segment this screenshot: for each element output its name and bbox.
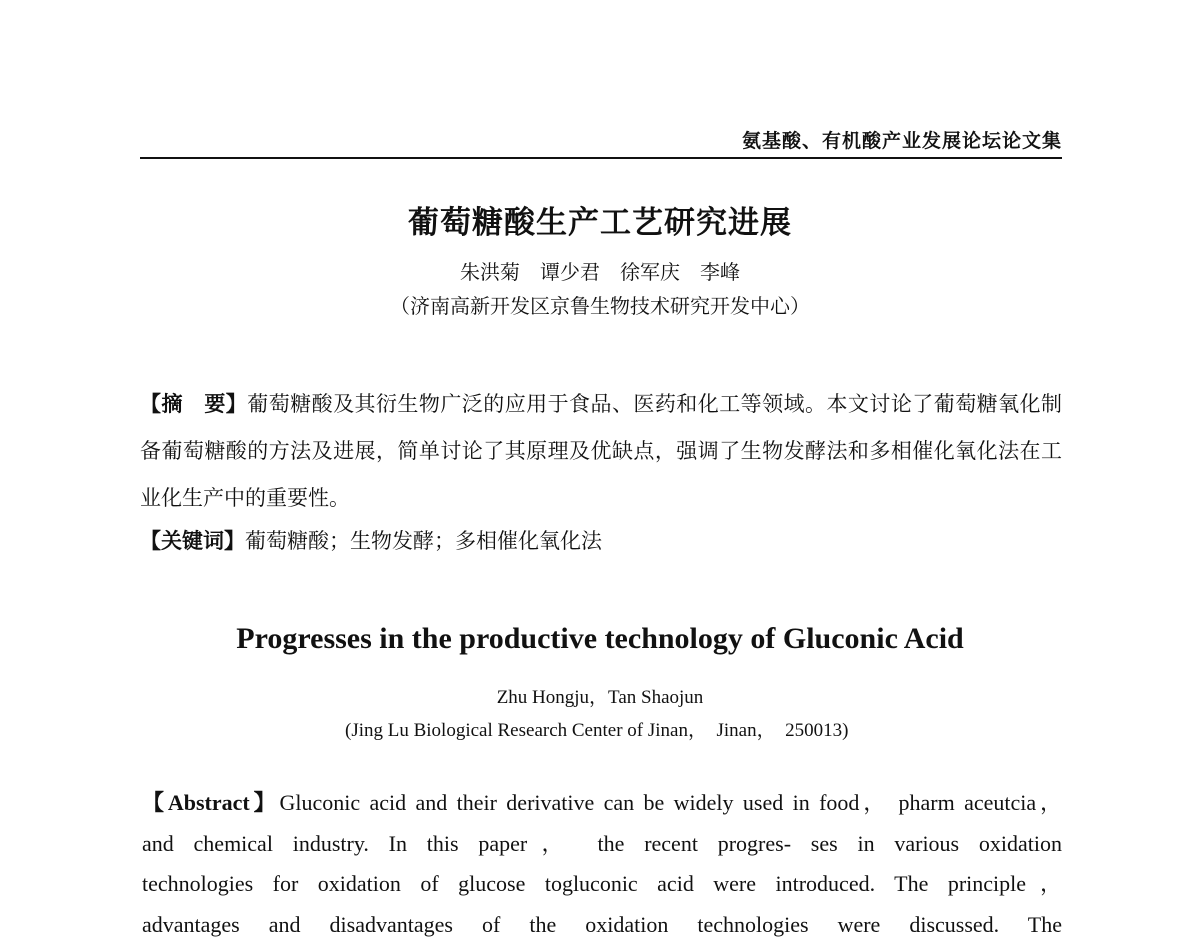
english-abstract-text-line-4: advantages and disadvantages of the oxidation technologies were discussed. The: [142, 905, 1062, 945]
chinese-keywords-label: 【关键词】: [140, 528, 245, 553]
chinese-abstract-label: 【摘 要】: [140, 391, 247, 416]
english-title: Progresses in the productive technology of Gluconic Acid: [0, 622, 1200, 656]
chinese-keywords-text: 葡萄糖酸；生物发酵；多相催化氧化法: [245, 529, 602, 553]
chinese-keywords: [140, 521, 1062, 561]
english-abstract: [142, 783, 1062, 945]
english-affiliation: (Jing Lu Biological Research Center of Jinan， Jinan， 250013): [345, 715, 848, 742]
english-abstract-text-line-3: technologies for oxidation of glucose togluconic acid were introduced. The principle，: [142, 864, 1062, 905]
header-rule: [140, 157, 1062, 159]
chinese-authors: 朱洪菊 谭少君 徐军庆 李峰: [0, 256, 1200, 285]
chinese-abstract-text: 葡萄糖酸及其衍生物广泛的应用于食品、医药和化工等领域。本文讨论了葡萄糖氧化制备葡萄糖酸的方法及进展，简单讨论了其原理及优缺点，强调了生物发酵法和多相催化氧化法在工业化生产中的重要性。: [140, 392, 1062, 510]
chinese-title: 葡萄糖酸生产工艺研究进展: [0, 197, 1200, 242]
english-abstract-text-line-1: Gluconic acid and their derivative can be widely used in food， pharm aceutcia，: [279, 790, 1062, 815]
english-abstract-text-line-2: and chemical industry. In this paper， the recent progres- ses in various oxidation: [142, 824, 1062, 865]
chinese-abstract: [140, 380, 1062, 522]
running-header: 氨基酸、有机酸产业发展论坛论文集: [140, 126, 1062, 153]
english-abstract-label: 【Abstract】: [142, 790, 279, 815]
english-abstract-line: [142, 783, 1062, 824]
english-authors: Zhu Hongju，Tan Shaojun: [0, 682, 1200, 709]
chinese-affiliation: （济南高新开发区京鲁生物技术研究开发中心）: [0, 290, 1200, 319]
